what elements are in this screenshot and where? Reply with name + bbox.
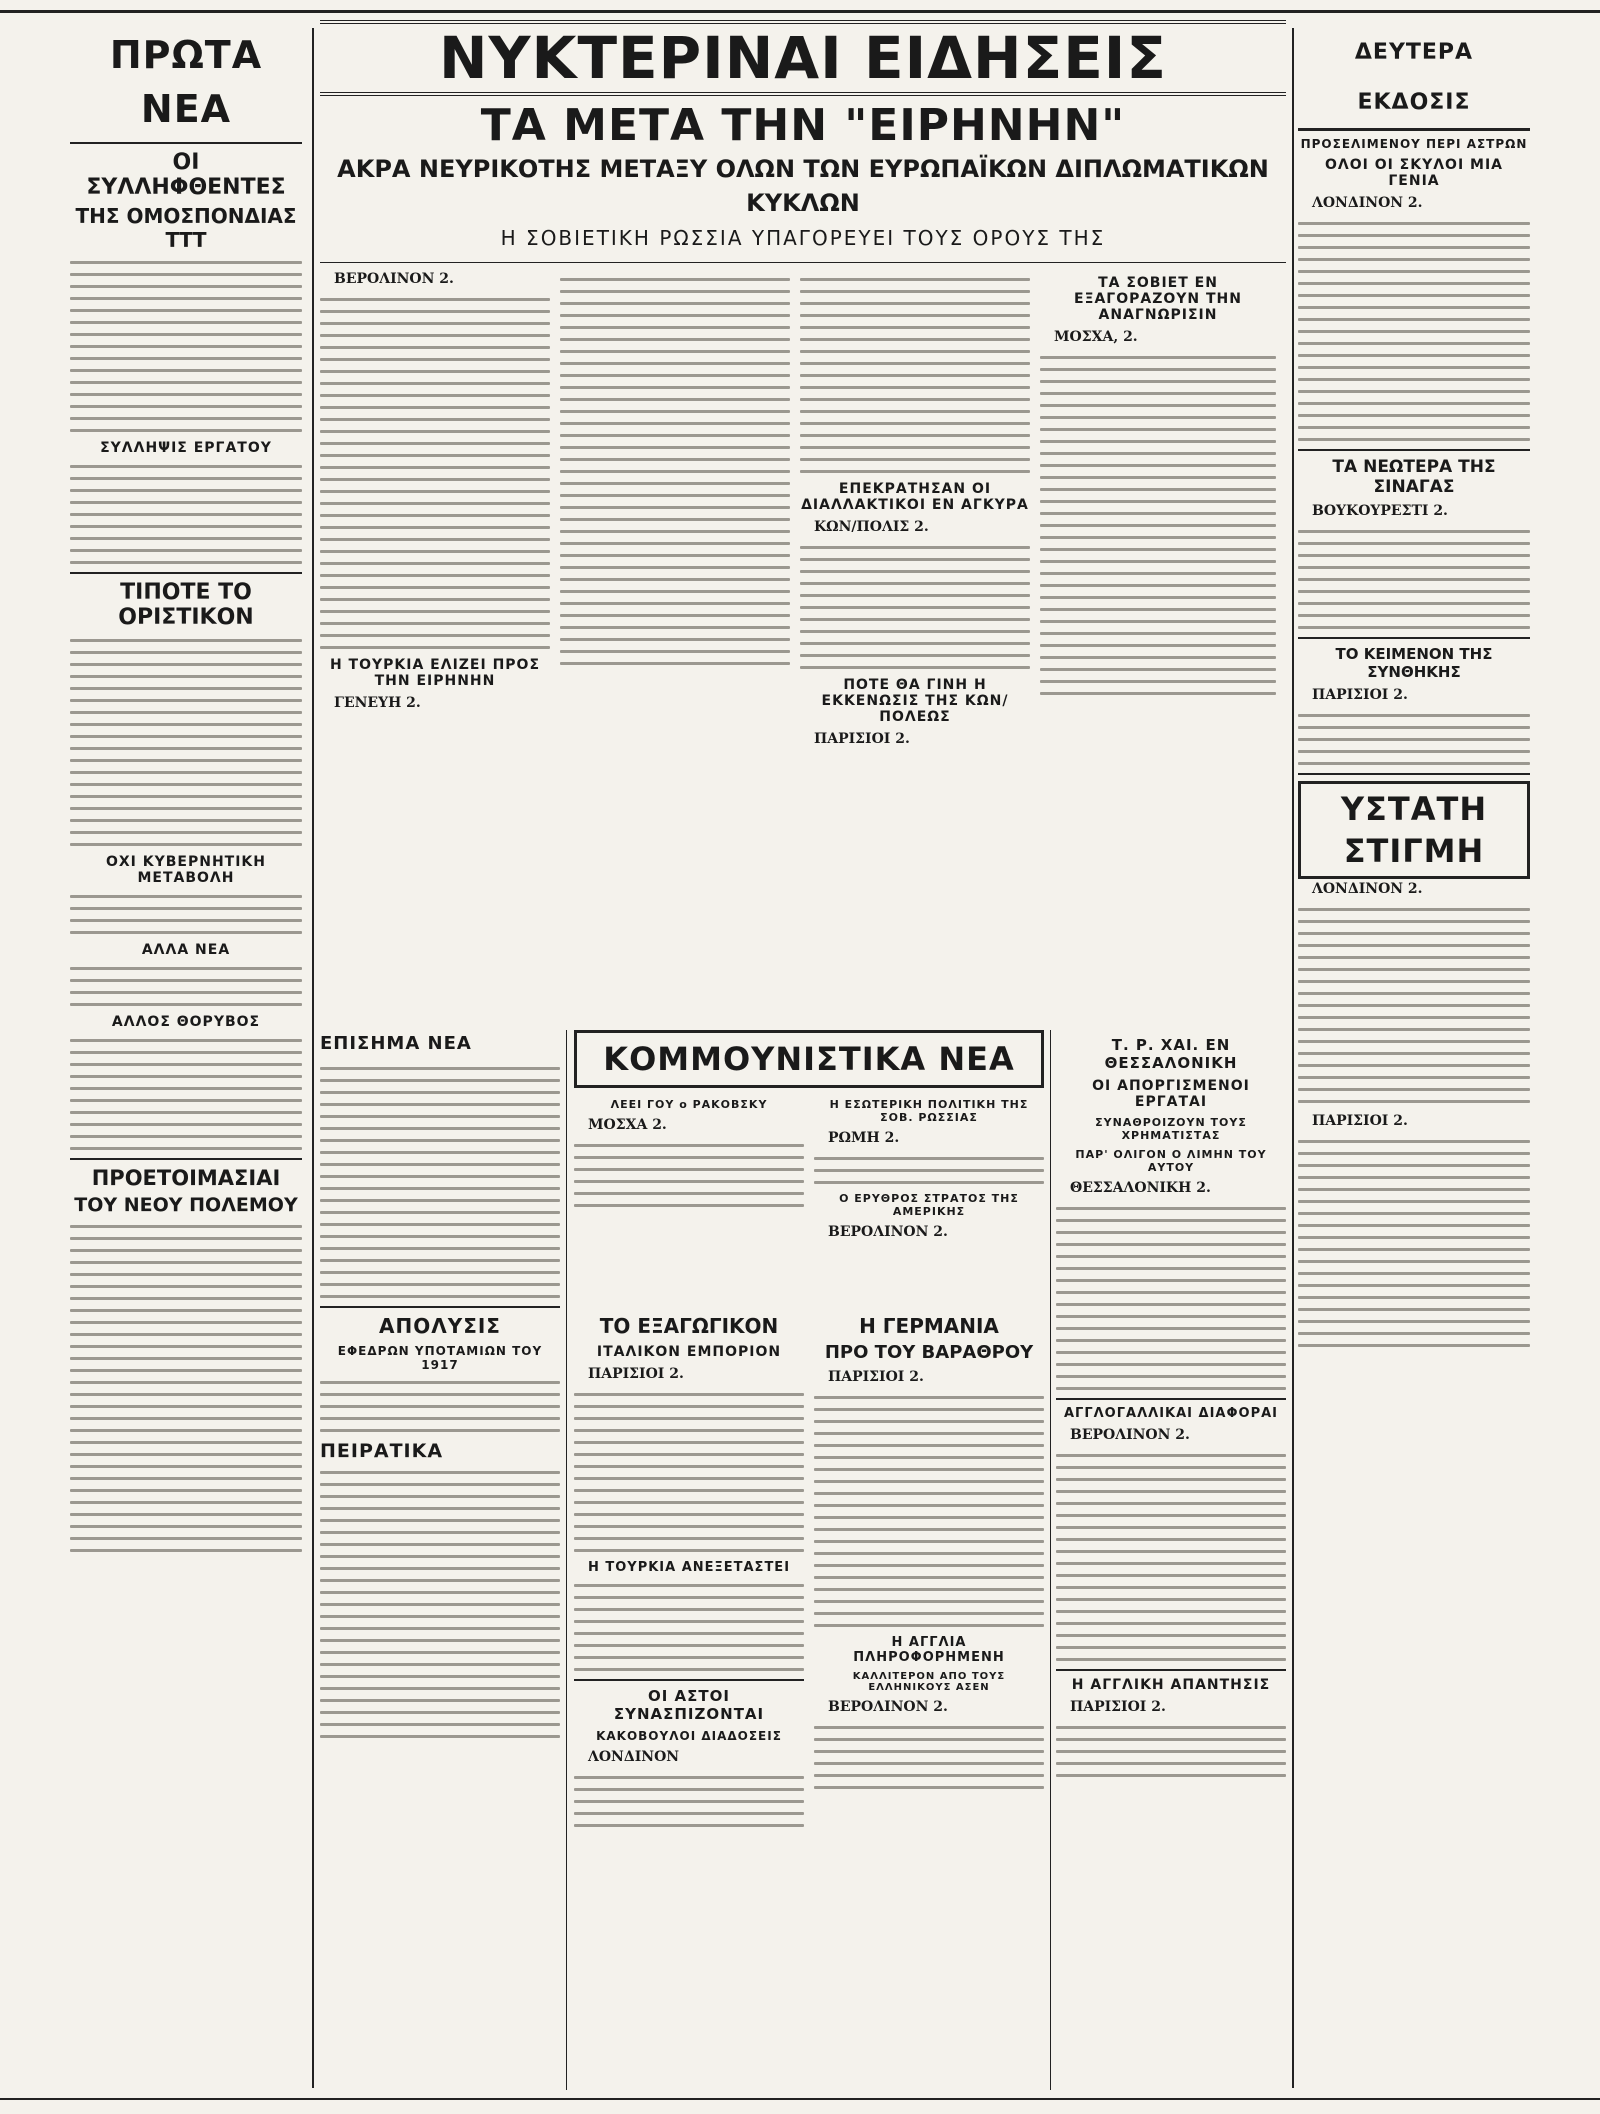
lead-col-3 [800, 269, 1030, 753]
divider [574, 1679, 804, 1681]
communist-section [574, 1030, 1044, 1300]
right-masthead: ΔΕΥΤΕΡΑ ΕΚΔΟΣΙΣ [1298, 28, 1530, 131]
left-article-3 [70, 639, 302, 846]
divider [1298, 449, 1530, 451]
side-head-1: ΕΠΕΚΡΑΤΗΣΑΝ ΟΙ ΔΙΑΛΛΑΚΤΙΚΟΙ ΕΝ ΑΓΚΥΡΑ [801, 481, 1029, 513]
divider [320, 1306, 560, 1308]
paris-dateline-2: ΠΑΡΙΣΙΟΙ 2. [828, 1369, 924, 1385]
divider [1298, 637, 1530, 639]
lead-subhead: ΑΚΡΑ ΝΕΥΡΙΚΟΤΗΣ ΜΕΤΑΞΥ ΟΛΩΝ ΤΩΝ ΕΥΡΩΠΑΪΚΩΝ ΔΙΠΛΩΜΑΤΙΚΩΝ ΚΥΚΛΩΝ [337, 155, 1269, 217]
divider [70, 1158, 302, 1160]
english-reply-dateline: ΠΑΡΙΣΙΟΙ 2. [1070, 1699, 1166, 1715]
left-masthead: ΠΡΩΤΑ ΝΕΑ [109, 33, 263, 131]
bottom-rule [0, 2098, 1600, 2100]
divider [70, 572, 302, 574]
left-head-7b: ΤΟΥ ΝΕΟΥ ΠΟΛΕΜΟΥ [74, 1194, 298, 1216]
cities-sub: ΚΑΚΟΒΟΥΛΟΙ ΔΙΑΔΟΣΕΙΣ [596, 1729, 782, 1743]
side-dateline-1: ΚΩΝ/ΠΟΛΙΣ 2. [814, 519, 929, 535]
thess-head-b: ΟΙ ΑΠΟΡΓΙΣΜΕΝΟΙ ΕΡΓΑΤΑΙ [1092, 1078, 1250, 1110]
english-info-head: Η ΑΓΓΛΙΑ ΠΛΗΡΟΦΟΡΗΜΕΝΗ [853, 1635, 1005, 1665]
left-column [70, 28, 302, 2088]
left-head-1a: ΟΙ ΣΥΛΛΗΦΘΕΝΤΕΣ [86, 150, 286, 200]
london-dateline: ΛΟΝΔΙΝΟΝ [588, 1749, 680, 1765]
official-head: ΕΠΙΣΗΜΑ ΝΕΑ [320, 1033, 472, 1054]
export-section [574, 1310, 804, 2090]
lead-kicker: Η ΣΟΒΙΕΤΙΚΗ ΡΩΣΣΙΑ ΥΠΑΓΟΡΕΥΕΙ ΤΟΥΣ ΟΡΟΥΣ ΤΗΣ [500, 226, 1106, 250]
column-rule [1050, 1030, 1051, 2090]
left-head-4: ΟΧΙ ΚΥΒΕΡΝΗΤΙΚΗ ΜΕΤΑΒΟΛΗ [105, 854, 267, 886]
right-dateline-3: ΠΑΡΙΣΙΟΙ 2. [1312, 687, 1408, 703]
lead-col-1 [320, 269, 550, 753]
divider [1056, 1669, 1286, 1671]
thess-head-a: Τ. Ρ. ΧΑΙ. ΕΝ ΘΕΣΣΑΛΟΝΙΚΗ [1104, 1036, 1238, 1072]
moscow-dateline-2: ΜΟΣΧΑ 2. [588, 1117, 667, 1133]
column-rule [312, 28, 314, 2088]
left-article-2 [70, 465, 302, 564]
lead-headline: ΤΑ ΜΕΤΑ ΤΗΝ "ΕΙΡΗΝΗΝ" [480, 100, 1126, 151]
communist-sub-1: ΛΕΕΙ ΓΟΥ ο ΡΑΚΟΒΣΚΥ [610, 1098, 768, 1111]
germany-head-b: ΠΡΟ ΤΟΥ ΒΑΡΑΘΡΟΥ [824, 1342, 1034, 1363]
left-head-7a: ΠΡΟΕΤΟΙΜΑΣΙΑΙ [91, 1166, 281, 1190]
right-head-2: ΤΑ ΝΕΩΤΕΡΑ ΤΗΣ ΣΙΝΑΓΑΣ [1332, 457, 1496, 497]
germany-section [814, 1310, 1044, 2090]
turkey-head: Η ΤΟΥΡΚΙΑ ΕΛΙΖΕΙ ΠΡΟΣ ΤΗΝ ΕΙΡΗΝΗΝ [329, 657, 541, 689]
export-head-a: ΤΟ ΕΞΑΓΩΓΙΚΟΝ [599, 1314, 779, 1338]
english-reply-head: Η ΑΓΓΛΙΚΗ ΑΠΑΝΤΗΣΙΣ [1071, 1677, 1271, 1693]
berlin-dateline: ΒΕΡΟΛΙΝΟΝ 2. [828, 1224, 948, 1240]
paris-dateline: ΠΑΡΙΣΙΟΙ 2. [588, 1366, 684, 1382]
left-article-5 [70, 967, 302, 1006]
center-masthead: ΝΥΚΤΕΡΙΝΑΙ ΕΙΔΗΣΕΙΣ [320, 20, 1286, 96]
right-dateline-2: ΒΟΥΚΟΥΡΕΣΤΙ 2. [1312, 503, 1448, 519]
divider [1056, 1398, 1286, 1400]
left-head-2: ΣΥΛΛΗΨΙΣ ΕΡΓΑΤΟΥ [100, 440, 272, 456]
left-article-7 [70, 1225, 302, 1552]
anglofrench-dateline: ΒΕΡΟΛΙΝΟΝ 2. [1070, 1427, 1190, 1443]
anglofrench-head: ΑΓΓΛΟΓΑΛΛΙΚΑΙ ΔΙΑΦΟΡΑΙ [1063, 1406, 1279, 1421]
moscow-dateline: ΜΟΣΧΑ, 2. [1054, 329, 1138, 345]
left-head-5: ΑΛΛΑ ΝΕΑ [141, 942, 231, 958]
rome-dateline: ΡΩΜΗ 2. [828, 1130, 900, 1146]
divider [1298, 773, 1530, 775]
right-dateline-5: ΠΑΡΙΣΙΟΙ 2. [1312, 1113, 1408, 1129]
berlin-dateline-2: ΒΕΡΟΛΙΝΟΝ 2. [828, 1699, 948, 1715]
turkey-arms-head: Η ΤΟΥΡΚΙΑ ΑΝΕΞΕΤΑΣΤΕΙ [587, 1560, 791, 1575]
lead-col-4 [1040, 269, 1276, 753]
communist-sub-2: Η ΕΣΩΤΕΡΙΚΗ ΠΟΛΙΤΙΚΗ ΤΗΣ ΣΟΒ. ΡΩΣΣΙΑΣ [829, 1098, 1029, 1124]
middle-left-column [320, 1030, 560, 2090]
dismissal-sub: ΕΦΕΔΡΩΝ ΥΠΟΤΑΜΙΩΝ ΤΟΥ 1917 [337, 1344, 543, 1372]
thess-head-d: ΠΑΡ' ΟΛΙΓΟΝ Ο ΛΙΜΗΝ ΤΟΥ ΑΥΤΟΥ [1075, 1148, 1267, 1174]
lead-section [320, 20, 1286, 1020]
column-rule [1292, 28, 1294, 2088]
right-dateline-4: ΛΟΝΔΙΝΟΝ 2. [1312, 881, 1423, 897]
left-article-4 [70, 895, 302, 934]
lead-dateline: ΒΕΡΟΛΙΝΟΝ 2. [334, 271, 454, 287]
left-article-1 [70, 261, 302, 432]
export-head-b: ΙΤΑΛΙΚΟΝ ΕΜΠΟΡΙΟΝ [596, 1344, 782, 1360]
left-head-3: ΤΙΠΟΤΕ ΤΟ ΟΡΙΣΤΙΚΟΝ [118, 580, 254, 630]
divider [320, 262, 1286, 263]
right-head-4: ΥΣΤΑΤΗ ΣΤΙΓΜΗ [1298, 781, 1530, 879]
side-dateline-2: ΠΑΡΙΣΙΟΙ 2. [814, 731, 910, 747]
cities-head: ΟΙ ΑΣΤΟΙ ΣΥΝΑΣΠΙΖΟΝΤΑΙ [613, 1687, 765, 1723]
dismissal-head: ΑΠΟΛΥΣΙΣ [379, 1314, 501, 1338]
germany-head-a: Η ΓΕΡΜΑΝΙΑ [859, 1314, 999, 1338]
left-head-1b: ΤΗΣ ΟΜΟΣΠΟΝΔΙΑΣ ΤΤΤ [75, 204, 297, 252]
thessaloniki-section [1056, 1030, 1286, 2090]
right-dateline-1: ΛΟΝΔΙΝΟΝ 2. [1312, 195, 1423, 211]
lead-col-2 [560, 269, 790, 753]
left-head-6: ΑΛΛΟΣ ΘΟΡΥΒΟΣ [111, 1014, 261, 1030]
piracy-head: ΠΕΙΡΑΤΙΚΑ [320, 1440, 444, 1462]
top-rule [0, 10, 1600, 13]
turkey-dateline: ΓΕΝΕΥΗ 2. [334, 695, 421, 711]
thess-head-c: ΣΥΝΑΘΡΟΙΖΟΥΝ ΤΟΥΣ ΧΡΗΜΑΤΙΣΤΑΣ [1095, 1116, 1247, 1142]
side-head-2: ΠΟΤΕ ΘΑ ΓΙΝΗ Η ΕΚΚΕΝΩΣΙΣ ΤΗΣ ΚΩΝ/ΠΟΛΕΩΣ [821, 677, 1009, 725]
right-column [1298, 28, 1530, 2088]
right-head-1b: ΟΛΟΙ ΟΙ ΣΚΥΛΟΙ ΜΙΑ ΓΕΝΙΑ [1324, 157, 1504, 189]
recognition-head: ΤΑ ΣΟΒΙΕΤ ΕΝ ΕΞΑΓΟΡΑΖΟΥΝ ΤΗΝ ΑΝΑΓΝΩΡΙΣΙΝ [1074, 275, 1242, 323]
thess-dateline: ΘΕΣΣΑΛΟΝΙΚΗ 2. [1070, 1180, 1211, 1196]
english-info-sub: ΚΑΛΛΙΤΕΡΟΝ ΑΠΟ ΤΟΥΣ ΕΛΛΗΝΙΚΟΥΣ ΑΣΕΝ [852, 1671, 1006, 1693]
divider [70, 142, 302, 144]
column-rule [566, 1030, 567, 2090]
redarmy-head: Ο ΕΡΥΘΡΟΣ ΣΤΡΑΤΟΣ ΤΗΣ ΑΜΕΡΙΚΗΣ [839, 1192, 1019, 1218]
right-head-3: ΤΟ ΚΕΙΜΕΝΟΝ ΤΗΣ ΣΥΝΘΗΚΗΣ [1335, 645, 1493, 681]
communist-head: ΚΟΜΜΟΥΝΙΣΤΙΚΑ ΝΕΑ [574, 1030, 1044, 1088]
left-article-6 [70, 1039, 302, 1150]
right-head-1a: ΠΡΟΣΕΛΙΜΕΝΟΥ ΠΕΡΙ ΑΣΤΡΩΝ [1300, 137, 1528, 151]
